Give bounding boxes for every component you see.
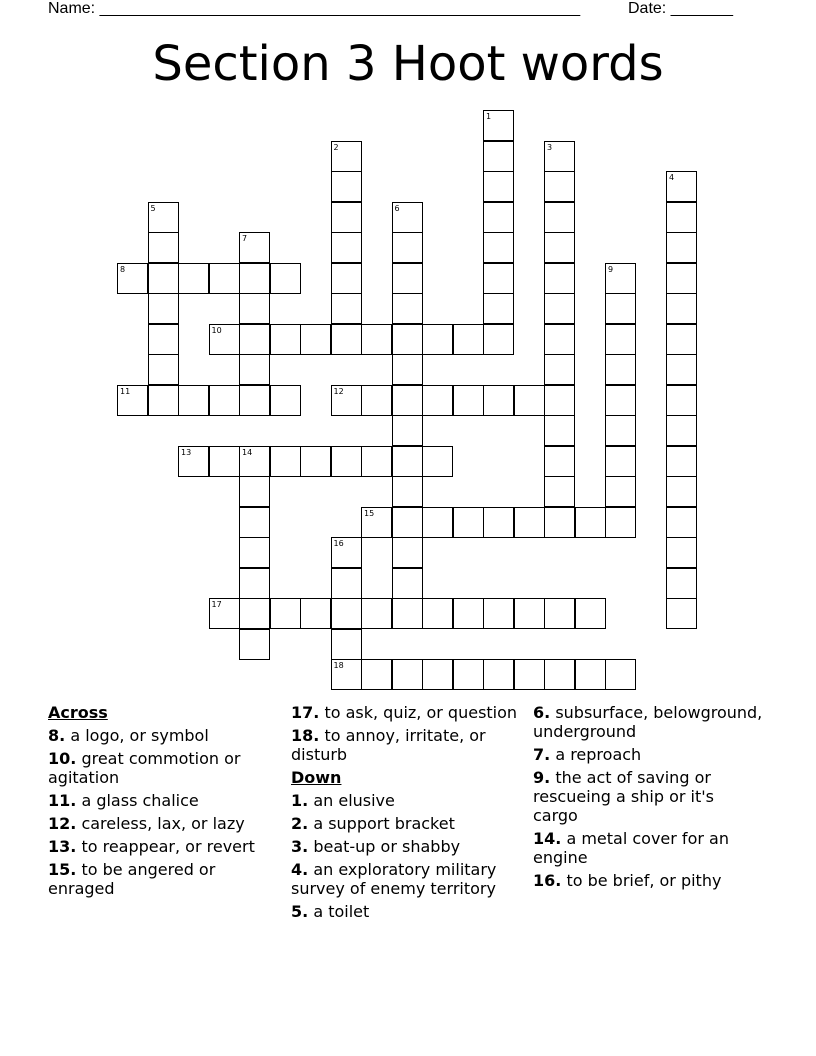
grid-cell[interactable] bbox=[361, 446, 392, 477]
grid-cell[interactable] bbox=[392, 354, 423, 385]
clue-number-label: 16 bbox=[333, 539, 344, 548]
grid-cell[interactable] bbox=[331, 629, 362, 660]
grid-cell[interactable] bbox=[331, 537, 362, 568]
grid-cell[interactable] bbox=[209, 446, 240, 477]
grid-cell[interactable] bbox=[666, 598, 697, 629]
clue-down-7: 7. a reproach bbox=[533, 745, 642, 764]
clue-down-3: 3. beat-up or shabby bbox=[291, 837, 461, 856]
grid-cell[interactable] bbox=[239, 263, 270, 294]
clue-down-16: 16. to be brief, or pithy bbox=[533, 871, 722, 890]
grid-cell[interactable] bbox=[544, 659, 575, 690]
clue-down-1: 1. an elusive bbox=[291, 791, 395, 810]
grid-cell[interactable] bbox=[300, 324, 331, 355]
grid-cell[interactable] bbox=[483, 507, 514, 538]
grid-cell[interactable] bbox=[544, 293, 575, 324]
grid-cell[interactable] bbox=[605, 476, 636, 507]
grid-cell[interactable] bbox=[544, 263, 575, 294]
grid-cell[interactable] bbox=[239, 354, 270, 385]
grid-cell[interactable] bbox=[514, 385, 545, 416]
grid-cell[interactable] bbox=[453, 324, 484, 355]
grid-cell[interactable] bbox=[148, 354, 179, 385]
grid-cell[interactable] bbox=[392, 293, 423, 324]
grid-cell[interactable] bbox=[575, 659, 606, 690]
grid-cell[interactable] bbox=[392, 568, 423, 599]
grid-cell[interactable] bbox=[239, 385, 270, 416]
grid-cell[interactable] bbox=[544, 476, 575, 507]
page-title: Section 3 Hoot words bbox=[152, 36, 664, 92]
grid-cell[interactable] bbox=[483, 232, 514, 263]
grid-cell[interactable] bbox=[483, 202, 514, 233]
grid-cell[interactable] bbox=[483, 141, 514, 172]
grid-cell[interactable] bbox=[575, 598, 606, 629]
grid-cell[interactable] bbox=[666, 415, 697, 446]
grid-cell[interactable] bbox=[605, 385, 636, 416]
grid-cell[interactable] bbox=[392, 598, 423, 629]
grid-cell[interactable] bbox=[483, 171, 514, 202]
grid-cell[interactable] bbox=[239, 324, 270, 355]
clue-down-2: 2. a support bracket bbox=[291, 814, 455, 833]
grid-cell[interactable] bbox=[422, 385, 453, 416]
grid-cell[interactable] bbox=[392, 232, 423, 263]
clue-column-1 bbox=[48, 703, 284, 902]
grid-cell[interactable] bbox=[239, 476, 270, 507]
grid-cell[interactable] bbox=[605, 659, 636, 690]
clue-number-label: 18 bbox=[333, 661, 344, 670]
grid-cell[interactable] bbox=[483, 659, 514, 690]
grid-cell[interactable] bbox=[148, 324, 179, 355]
grid-cell[interactable] bbox=[483, 324, 514, 355]
clue-number-label: 6 bbox=[394, 203, 400, 213]
grid-cell[interactable] bbox=[392, 202, 423, 233]
grid-cell[interactable] bbox=[666, 476, 697, 507]
grid-cell[interactable] bbox=[666, 385, 697, 416]
grid-cell[interactable] bbox=[331, 659, 362, 690]
grid-cell[interactable] bbox=[270, 598, 301, 629]
grid-cell[interactable] bbox=[422, 446, 453, 477]
grid-cell[interactable] bbox=[422, 659, 453, 690]
across-heading: Across bbox=[48, 703, 108, 722]
grid-cell[interactable] bbox=[483, 385, 514, 416]
clue-down-5: 5. a toilet bbox=[291, 902, 370, 921]
grid-cell[interactable] bbox=[514, 507, 545, 538]
clue-down-14: 14. a metal cover for an engine bbox=[533, 829, 729, 867]
grid-cell[interactable] bbox=[392, 415, 423, 446]
clue-down-6: 6. subsurface, belowground, underground bbox=[533, 703, 763, 741]
grid-cell[interactable] bbox=[514, 598, 545, 629]
grid-cell[interactable] bbox=[239, 446, 270, 477]
grid-cell[interactable] bbox=[544, 171, 575, 202]
grid-cell[interactable] bbox=[331, 171, 362, 202]
clue-number-label: 13 bbox=[181, 447, 192, 457]
grid-cell[interactable] bbox=[300, 446, 331, 477]
grid-cell[interactable] bbox=[453, 385, 484, 416]
clue-number-label: 17 bbox=[211, 600, 222, 609]
grid-cell[interactable] bbox=[544, 598, 575, 629]
grid-cell[interactable] bbox=[331, 385, 362, 416]
clue-across-17: 17. to ask, quiz, or question bbox=[291, 703, 518, 722]
grid-cell[interactable] bbox=[483, 598, 514, 629]
clue-down-9: 9. the act of saving or rescueing a ship or it's cargo bbox=[533, 768, 714, 825]
grid-cell[interactable] bbox=[209, 385, 240, 416]
grid-cell[interactable] bbox=[605, 263, 636, 294]
grid-cell[interactable] bbox=[331, 324, 362, 355]
grid-cell[interactable] bbox=[392, 507, 423, 538]
clue-across-11: 11. a glass chalice bbox=[48, 791, 199, 810]
grid-cell[interactable] bbox=[361, 598, 392, 629]
grid-cell[interactable] bbox=[483, 110, 514, 141]
clue-number-label: 14 bbox=[242, 447, 253, 457]
clue-number-label: 1 bbox=[486, 112, 492, 121]
clue-number-label: 11 bbox=[120, 386, 131, 396]
clue-number-label: 5 bbox=[150, 203, 156, 213]
grid-cell[interactable] bbox=[270, 446, 301, 477]
grid-cell[interactable] bbox=[331, 232, 362, 263]
grid-cell[interactable] bbox=[331, 568, 362, 599]
grid-cell[interactable] bbox=[544, 507, 575, 538]
clue-number-label: 10 bbox=[211, 325, 222, 335]
grid-cell[interactable] bbox=[605, 507, 636, 538]
grid-cell[interactable] bbox=[178, 385, 209, 416]
grid-cell[interactable] bbox=[666, 507, 697, 538]
grid-cell[interactable] bbox=[544, 354, 575, 385]
grid-cell[interactable] bbox=[544, 141, 575, 172]
grid-cell[interactable] bbox=[209, 263, 240, 294]
clue-across-18: 18. to annoy, irritate, or disturb bbox=[291, 726, 486, 764]
down-heading: Down bbox=[291, 768, 342, 787]
grid-cell[interactable] bbox=[209, 324, 240, 355]
grid-cell[interactable] bbox=[392, 263, 423, 294]
clue-number-label: 3 bbox=[547, 142, 553, 152]
grid-cell[interactable] bbox=[666, 171, 697, 202]
grid-cell[interactable] bbox=[239, 293, 270, 324]
grid-cell[interactable] bbox=[392, 324, 423, 355]
grid-cell[interactable] bbox=[178, 263, 209, 294]
grid-cell[interactable] bbox=[148, 385, 179, 416]
grid-cell[interactable] bbox=[392, 476, 423, 507]
grid-cell[interactable] bbox=[453, 659, 484, 690]
grid-cell[interactable] bbox=[575, 507, 606, 538]
grid-cell[interactable] bbox=[361, 385, 392, 416]
clue-across-8: 8. a logo, or symbol bbox=[48, 726, 209, 745]
crossword-grid bbox=[117, 110, 697, 710]
grid-cell[interactable] bbox=[605, 293, 636, 324]
grid-cell[interactable] bbox=[453, 598, 484, 629]
grid-cell[interactable] bbox=[392, 537, 423, 568]
clue-across-10: 10. great commotion or agitation bbox=[48, 749, 241, 787]
grid-cell[interactable] bbox=[331, 202, 362, 233]
clue-number-label: 15 bbox=[364, 508, 375, 518]
grid-cell[interactable] bbox=[117, 385, 148, 416]
clue-number-label: 9 bbox=[608, 264, 614, 274]
grid-cell[interactable] bbox=[361, 507, 392, 538]
clue-column-2 bbox=[291, 703, 527, 925]
grid-cell[interactable] bbox=[422, 507, 453, 538]
grid-cell[interactable] bbox=[544, 385, 575, 416]
grid-cell[interactable] bbox=[148, 293, 179, 324]
grid-cell[interactable] bbox=[300, 598, 331, 629]
grid-cell[interactable] bbox=[666, 537, 697, 568]
grid-cell[interactable] bbox=[544, 202, 575, 233]
grid-cell[interactable] bbox=[361, 324, 392, 355]
grid-cell[interactable] bbox=[666, 446, 697, 477]
grid-cell[interactable] bbox=[453, 507, 484, 538]
grid-cell[interactable] bbox=[239, 568, 270, 599]
grid-cell[interactable] bbox=[422, 324, 453, 355]
clue-across-15: 15. to be angered or enraged bbox=[48, 860, 216, 898]
clue-column-3 bbox=[533, 703, 763, 894]
grid-cell[interactable] bbox=[209, 598, 240, 629]
grid-cell[interactable] bbox=[239, 507, 270, 538]
clue-number-label: 2 bbox=[333, 142, 339, 152]
grid-cell[interactable] bbox=[392, 446, 423, 477]
grid-cell[interactable] bbox=[514, 659, 545, 690]
grid-cell[interactable] bbox=[392, 659, 423, 690]
date-field-line: Date: _______ bbox=[628, 0, 733, 17]
grid-cell[interactable] bbox=[666, 293, 697, 324]
grid-cell[interactable] bbox=[239, 232, 270, 263]
grid-cell[interactable] bbox=[270, 385, 301, 416]
grid-cell[interactable] bbox=[605, 446, 636, 477]
clue-number-label: 12 bbox=[333, 386, 344, 396]
grid-cell[interactable] bbox=[544, 324, 575, 355]
grid-cell[interactable] bbox=[392, 385, 423, 416]
grid-cell[interactable] bbox=[483, 293, 514, 324]
grid-cell[interactable] bbox=[239, 598, 270, 629]
grid-cell[interactable] bbox=[666, 263, 697, 294]
grid-cell[interactable] bbox=[239, 629, 270, 660]
grid-cell[interactable] bbox=[361, 659, 392, 690]
name-field-line: Name: ______________________________________________________ bbox=[48, 0, 581, 17]
grid-cell[interactable] bbox=[239, 537, 270, 568]
clue-across-13: 13. to reappear, or revert bbox=[48, 837, 255, 856]
grid-cell[interactable] bbox=[331, 141, 362, 172]
grid-cell[interactable] bbox=[666, 232, 697, 263]
grid-cell[interactable] bbox=[483, 263, 514, 294]
clue-across-12: 12. careless, lax, or lazy bbox=[48, 814, 245, 833]
grid-cell[interactable] bbox=[544, 232, 575, 263]
grid-cell[interactable] bbox=[117, 263, 148, 294]
grid-cell[interactable] bbox=[422, 598, 453, 629]
grid-cell[interactable] bbox=[666, 202, 697, 233]
grid-cell[interactable] bbox=[544, 446, 575, 477]
grid-cell[interactable] bbox=[331, 598, 362, 629]
grid-cell[interactable] bbox=[605, 415, 636, 446]
clue-number-label: 4 bbox=[669, 173, 675, 182]
clue-down-4: 4. an exploratory military survey of enemy territory bbox=[291, 860, 497, 898]
grid-cell[interactable] bbox=[605, 354, 636, 385]
grid-cell[interactable] bbox=[544, 415, 575, 446]
clue-number-label: 8 bbox=[120, 264, 126, 274]
grid-cell[interactable] bbox=[270, 263, 301, 294]
grid-cell[interactable] bbox=[331, 293, 362, 324]
grid-cell[interactable] bbox=[148, 232, 179, 263]
grid-cell[interactable] bbox=[666, 354, 697, 385]
clue-number-label: 7 bbox=[242, 234, 248, 243]
grid-cell[interactable] bbox=[148, 202, 179, 233]
grid-cell[interactable] bbox=[331, 263, 362, 294]
grid-cell[interactable] bbox=[331, 446, 362, 477]
grid-cell[interactable] bbox=[270, 324, 301, 355]
grid-cell[interactable] bbox=[148, 263, 179, 294]
grid-cell[interactable] bbox=[666, 324, 697, 355]
grid-cell[interactable] bbox=[605, 324, 636, 355]
grid-cell[interactable] bbox=[666, 568, 697, 599]
grid-cell[interactable] bbox=[178, 446, 209, 477]
